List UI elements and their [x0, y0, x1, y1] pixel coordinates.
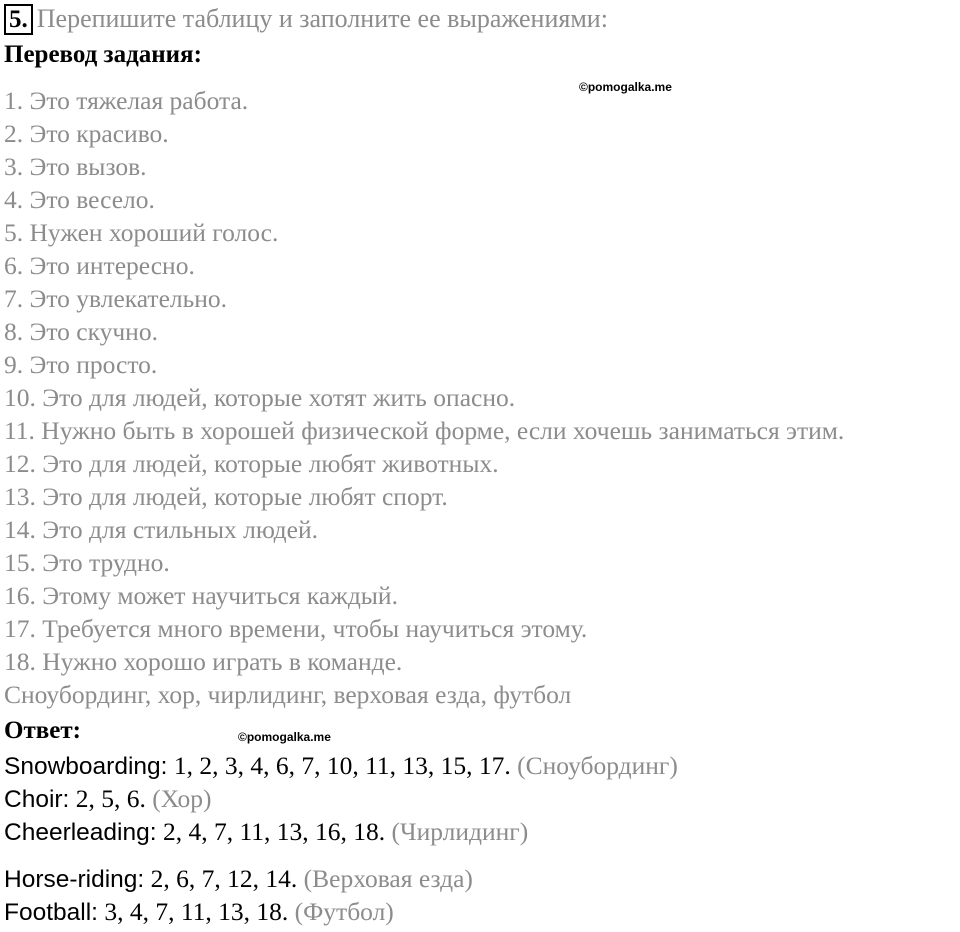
answer-activity: Cheerleading: — [4, 819, 157, 846]
answer-row — [4, 782, 678, 815]
answer-activity: Football: — [4, 899, 98, 926]
answer-heading: Ответ: — [4, 717, 81, 744]
answer-numbers: 2, 6, 7, 12, 14. — [144, 864, 298, 893]
task-number-box: 5. — [4, 4, 33, 35]
list-item: 8. Это скучно. — [4, 317, 158, 346]
list-item: 9. Это просто. — [4, 350, 158, 379]
answer-row — [4, 815, 678, 848]
answer-row — [4, 749, 678, 782]
list-item: 10. Это для людей, которые хотят жить опасно. — [4, 383, 516, 412]
list-item: 14. Это для стильных людей. — [4, 515, 318, 544]
answer-list — [4, 749, 678, 928]
task-line — [4, 2, 608, 36]
list-item: 17. Требуется много времени, чтобы научиться этому. — [4, 614, 588, 643]
answer-translation: (Верховая езда) — [297, 864, 473, 893]
list-item: 3. Это вызов. — [4, 152, 147, 181]
answer-activity: Horse-riding: — [4, 866, 145, 893]
list-item: 16. Этому может научиться каждый. — [4, 581, 398, 610]
answer-translation: (Сноубординг) — [510, 751, 678, 780]
list-item: 2. Это красиво. — [4, 119, 169, 148]
list-item: 1. Это тяжелая работа. — [4, 86, 249, 115]
translation-list — [4, 84, 844, 711]
translation-heading: Перевод задания: — [4, 41, 202, 68]
list-item: 4. Это весело. — [4, 185, 155, 214]
list-item: 15. Это трудно. — [4, 548, 170, 577]
answer-translation: (Чирлидинг) — [385, 817, 529, 846]
answer-numbers: 3, 4, 7, 11, 13, 18. — [97, 897, 289, 926]
answer-activity: Snowboarding: — [4, 753, 168, 780]
list-item: 18. Нужно хорошо играть в команде. — [4, 647, 403, 676]
answer-numbers: 1, 2, 3, 4, 6, 7, 10, 11, 13, 15, 17. — [167, 751, 511, 780]
answer-numbers: 2, 5, 6. — [69, 784, 146, 813]
list-item: 13. Это для людей, которые любят спорт. — [4, 482, 448, 511]
answer-translation: (Футбол) — [288, 897, 394, 926]
task-instruction: Перепишите таблицу и заполните ее выражениями: — [36, 4, 608, 33]
answer-activity: Choir: — [4, 786, 70, 813]
list-item: 5. Нужен хороший голос. — [4, 218, 279, 247]
watermark-top: ©pomogalka.me — [579, 80, 672, 94]
answer-row — [4, 862, 678, 895]
list-item: 6. Это интересно. — [4, 251, 195, 280]
list-item: 11. Нужно быть в хорошей физической форме, если хочешь заниматься этим. — [4, 416, 845, 445]
list-item: 12. Это для людей, которые любят животных. — [4, 449, 499, 478]
activities-list: Сноубординг, хор, чирлидинг, верховая езда, футбол — [4, 680, 572, 709]
answer-row — [4, 895, 678, 928]
answer-numbers: 2, 4, 7, 11, 13, 16, 18. — [156, 817, 386, 846]
watermark-answer: ©pomogalka.me — [238, 730, 331, 744]
answer-translation: (Хор) — [145, 784, 212, 813]
list-item: 7. Это увлекательно. — [4, 284, 228, 313]
